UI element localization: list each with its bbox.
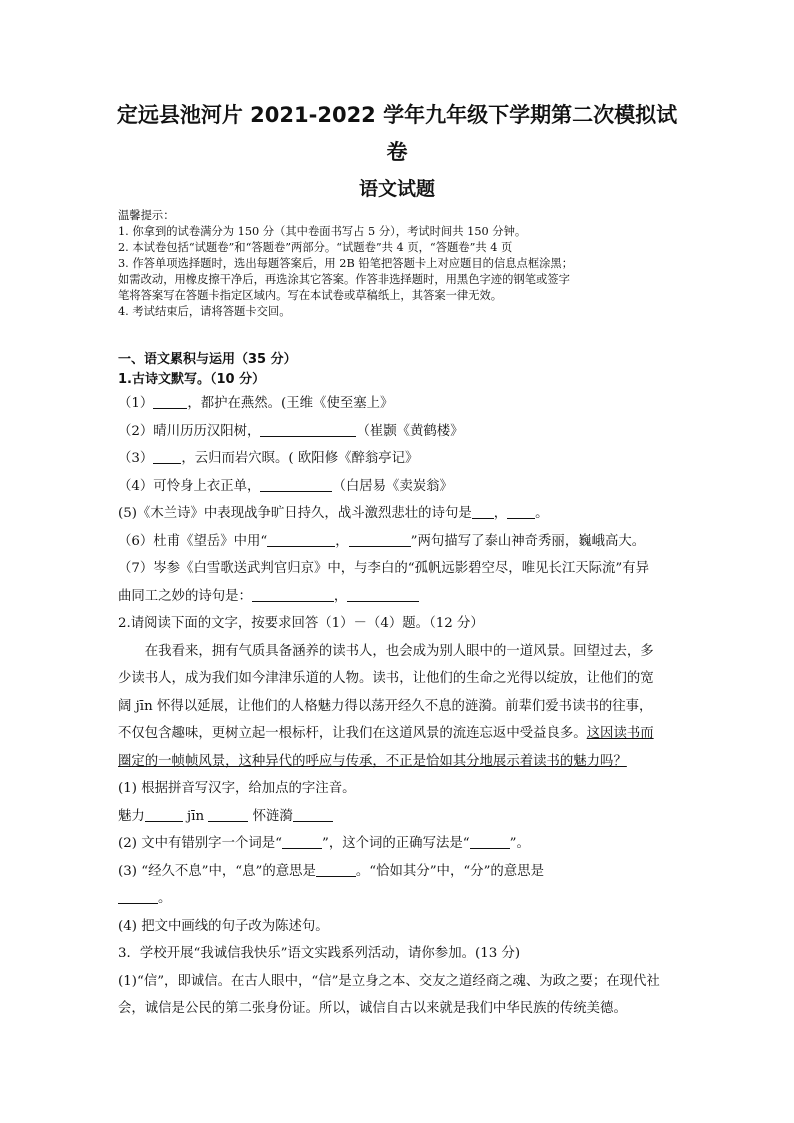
- q3-para-line: 会，诚信是公民的第二张身份证。所以，诚信自古以来就是我们中华民族的传统美德。: [118, 1001, 627, 1016]
- notes-line: 1. 你拿到的试卷满分为 150 分（其中卷面书写占 5 分），考试时间共 150 分钟。: [118, 225, 527, 238]
- q2-passage-line: 在我看来，拥有气质具备涵养的读书人，也会成为别人眼中的一道风景。回望过去，多: [144, 643, 654, 659]
- pinyin-jin: jīn: [182, 808, 209, 824]
- section-heading: 一、语文累积与运用（35 分）: [118, 352, 297, 367]
- answer-blank: [260, 422, 356, 437]
- q1-item-5-text: (5)《木兰诗》中表现战争旷日持久，战斗激烈悲壮的诗句是: [118, 506, 472, 521]
- q2-passage-line: 阔 jīn 怀得以延展，让他们的人格魅力得以荡开经久不息的涟漪。前辈们爱书读书的往事，: [118, 698, 653, 714]
- q1-item-1-text: ，都护在燕然。(王维《使至塞上》: [187, 396, 394, 411]
- q1-item-5-sep: ，: [493, 506, 508, 521]
- q1-item-1: [118, 390, 678, 418]
- answer-blank: [145, 807, 183, 822]
- answer-blank: [293, 807, 333, 822]
- q1-item-3-text: ，云归而岩穴暝。( 欧阳修《醉翁亭记》: [181, 451, 419, 466]
- q2-sub-2: [118, 830, 678, 858]
- q2-sub-4: (4) 把文中画线的句子改为陈述句。: [118, 918, 329, 934]
- notes-heading: 温馨提示：: [118, 209, 175, 222]
- exam-title-line2: 卷: [386, 140, 408, 164]
- q2-passage-text: 不仅包含趣味，更树立起一根标杆，让我们在这道风景的流连忘返中受益良多。: [118, 726, 587, 741]
- q1-item-5-end: 。: [535, 506, 549, 521]
- q1-item-6-sep: ，: [335, 533, 349, 549]
- answer-blank: [507, 504, 535, 519]
- notes-line: 笔将答案写在答题卡指定区域内。写在本试卷或草稿纸上，其答案一律无效。: [118, 289, 503, 302]
- notes-line: 2. 本试卷包括“试题卷”和“答题卷”两部分。“试题卷”共 4 页，“答题卷”共 4 页: [118, 241, 513, 254]
- q2-sub-1: (1) 根据拼音写汉字，给加点的字注音。: [118, 781, 356, 796]
- q1-item-6-end: ”两句描写了泰山神奇秀丽，巍峨高大。: [410, 533, 646, 549]
- q1-item-4-text: （4）可怜身上衣正单，: [118, 478, 261, 494]
- answer-blank: [349, 532, 411, 547]
- underlined-sentence: 这因读书而: [586, 726, 654, 741]
- q2-sub-1-answer: [118, 803, 678, 831]
- q1-item-4-source: （白居易《卖炭翁》: [332, 478, 453, 494]
- q1-item-2: [118, 418, 678, 446]
- answer-blank: [208, 807, 248, 822]
- answer-blank: [267, 532, 335, 547]
- q1-item-3: [118, 445, 678, 473]
- q1-item-7-line1: （7）岑参《白雪歌送武判官归京》中，与李白的“孤帆远影碧空尽，唯见长江天际流”有异: [118, 561, 650, 576]
- q2-sub-3-cont: [118, 885, 678, 913]
- q1-item-5: [118, 500, 678, 528]
- q2-sub-3-mid: 。“恰如其分”中，“分”的意思是: [355, 863, 544, 879]
- answer-blank: [153, 394, 187, 409]
- q2-sub-2-mid: ”，这个词的正确写法是“: [321, 836, 470, 851]
- exam-title-line1: 定远县池河片 2021-2022 学年九年级下学期第二次模拟试: [116, 103, 678, 127]
- question-3-title: 3．学校开展“我诚信我快乐”语文实践系列活动，请你参加。(13 分): [118, 946, 521, 961]
- q1-item-1-prefix: （1）: [118, 396, 154, 411]
- underlined-sentence: 圈定的一帧帧风景，这种异代的呼应与传承，不正是恰如其分地展示着读书的魅力吗？: [118, 753, 627, 769]
- exam-body: [118, 350, 678, 1023]
- notes-block: [118, 208, 678, 320]
- q2-sub-3: [118, 858, 678, 886]
- notes-line: 3. 作答单项选择题时，选出每题答案后，用 2B 铅笔把答题卡上对应题目的信息点框涂黑；: [118, 257, 574, 270]
- answer-blank: [118, 889, 158, 904]
- answer-blank: [260, 477, 332, 492]
- answer-blank: [316, 862, 356, 877]
- question-2-title: 2.请阅读下面的文字，按要求回答（1）－（4）题。（12 分）: [118, 616, 484, 631]
- word-huai-lianyi: 怀涟漪: [248, 808, 293, 824]
- answer-blank: [282, 834, 322, 849]
- answer-blank: [153, 449, 181, 464]
- q1-item-6: [118, 528, 678, 556]
- q1-item-7-sep: ，: [333, 588, 348, 604]
- answer-blank: [470, 834, 510, 849]
- q1-item-6-text: （6）杜甫《望岳》中用“: [118, 533, 268, 549]
- q2-sub-2-text: (2) 文中有错别字一个词是“: [118, 836, 282, 851]
- q2-passage-line: 少读书人，成为我们如今津津乐道的人物。读书，让他们的生命之光得以绽放，让他们的宽: [118, 671, 654, 686]
- notes-line: 4. 考试结束后，请将答题卡交回。: [118, 305, 291, 318]
- answer-blank: [347, 587, 419, 602]
- q2-passage-line: [118, 720, 678, 748]
- notes-line: 如需改动，用橡皮擦干净后，再选涂其它答案。作答非选择题时，用黑色字迹的钢笔或签字: [118, 273, 570, 286]
- question-1-title: 1.古诗文默写。（10 分）: [118, 372, 266, 387]
- q1-item-7-text: 曲同工之妙的诗句是：: [118, 588, 252, 604]
- q1-item-7-line2: [118, 583, 678, 611]
- exam-subtitle: 语文试题: [358, 178, 435, 200]
- answer-blank: [472, 504, 494, 519]
- q2-sub-2-end: ”。: [509, 836, 530, 851]
- word-meili: 魅力: [118, 808, 145, 824]
- q1-item-4: [118, 473, 678, 501]
- q1-item-2-source: （崔颢《黄鹤楼》: [356, 423, 464, 439]
- q1-item-2-text: （2）晴川历历汉阳树，: [118, 423, 261, 439]
- q1-item-3-prefix: （3）: [118, 451, 154, 466]
- q3-para-line: (1)“信”，即诚信。在古人眼中，“信”是立身之本、交友之道经商之魂、为政之要；在现代社: [118, 973, 660, 989]
- q2-sub-3-text: (3) “经久不息”中，“息”的意思是: [118, 863, 316, 879]
- q2-sub-3-end: 。: [158, 891, 172, 906]
- answer-blank: [252, 587, 334, 602]
